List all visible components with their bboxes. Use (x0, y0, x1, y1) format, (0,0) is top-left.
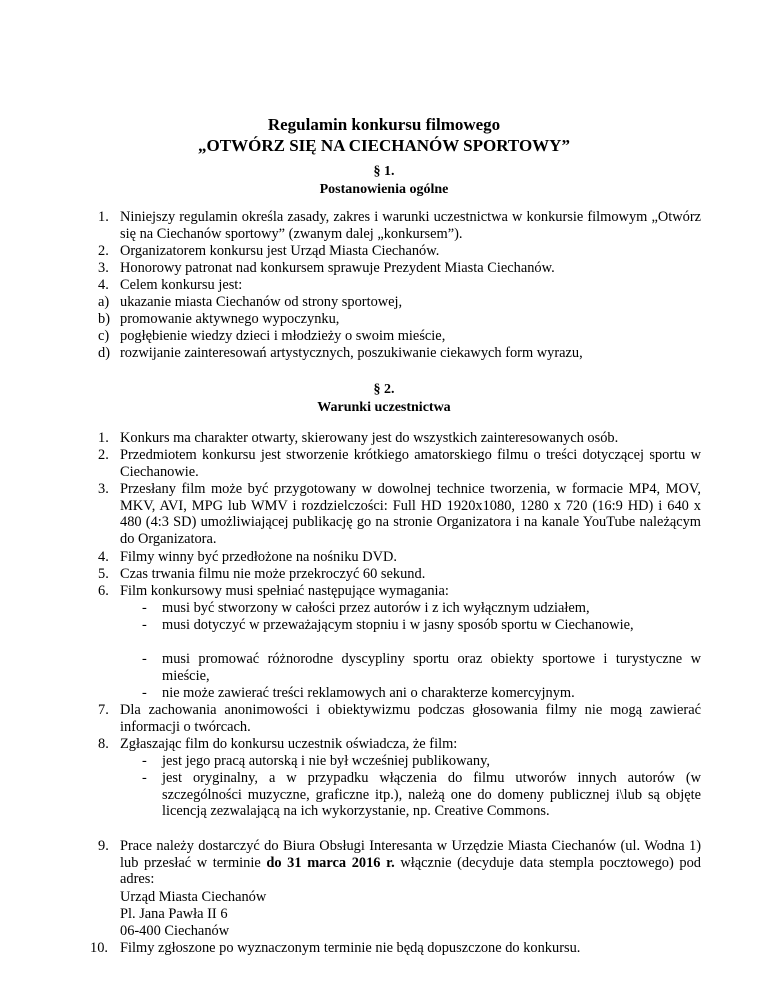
item-text: Filmy zgłoszone po wyznaczonym terminie nie będą dopuszczone do konkursu. (120, 940, 581, 956)
requirement-item (142, 651, 701, 685)
item-text: Konkurs ma charakter otwarty, skierowany jest do wszystkich zainteresowanych osób. (120, 430, 619, 446)
dash-bullet: - (142, 600, 147, 616)
contest-name: „OTWÓRZ SIĘ NA CIECHANÓW SPORTOWY” (198, 136, 570, 155)
section-2-number: § 2. (373, 382, 395, 397)
item-marker: 5. (98, 566, 109, 582)
dash-bullet: - (142, 685, 147, 701)
item-text: Organizatorem konkursu jest Urząd Miasta Ciechanów. (120, 243, 440, 259)
list-item (98, 736, 701, 753)
list-item (98, 260, 701, 277)
section-1-heading: Postanowienia ogólne (319, 182, 449, 197)
list-item (98, 311, 701, 328)
list-item (98, 566, 701, 583)
item-text: promowanie aktywnego wypoczynku, (120, 311, 340, 327)
section-1-number: § 1. (373, 164, 395, 179)
requirement-text: musi być stworzony w całości przez autorów i z ich wyłącznym udziałem, (162, 600, 590, 616)
item-text: Czas trwania filmu nie może przekroczyć 60 sekund. (120, 566, 426, 582)
section-2-heading: Warunki uczestnictwa (317, 400, 451, 415)
list-item (98, 447, 701, 481)
requirement-item (142, 685, 701, 702)
item-marker: 8. (98, 736, 109, 752)
item-text: Honorowy patronat nad konkursem sprawuje Prezydent Miasta Ciechanów. (120, 260, 555, 276)
item-text: ukazanie miasta Ciechanów od strony sportowej, (120, 294, 403, 310)
item-text: rozwijanie zainteresowań artystycznych, poszukiwanie ciekawych form wyrazu, (120, 345, 583, 361)
item-marker: 1. (98, 209, 109, 225)
item-marker: a) (98, 294, 110, 310)
item-text: Przedmiotem konkursu jest stworzenie krótkiego amatorskiego filmu o treści dotyczącej sportu w Ciechanowie. (120, 447, 701, 480)
declaration-item (142, 770, 701, 838)
item-text: Niniejszy regulamin określa zasady, zakres i warunki uczestnictwa w konkursie filmowym „Otwórz się na Ciechanów sportowy” (zwanym dalej „konkursem”). (120, 209, 701, 242)
item-text: Przesłany film może być przygotowany w dowolnej technice tworzenia, w formacie MP4, MOV, MKV, AVI, MPG lub WMV i rozdzielczości: Full HD 1920x1080, 1280 x 720 (16:9 HD) i 640 x 480 (4:3 SD) umożliwiającej publikację go na stronie Organizatora i na kanale YouTube należącym do Organizatora. (120, 481, 701, 547)
item-marker: 10. (90, 940, 108, 956)
item-marker: 1. (98, 430, 109, 446)
item-marker: c) (98, 328, 110, 344)
item-marker: 2. (98, 447, 109, 463)
requirement-item (142, 600, 701, 617)
document-title: Regulamin konkursu filmowego (267, 115, 501, 134)
address-line: Pl. Jana Pawła II 6 (120, 906, 228, 922)
requirement-item (142, 617, 701, 651)
list-item (98, 583, 701, 600)
list-item (98, 328, 701, 345)
item-text: Film konkursowy musi spełniać następujące wymagania: (120, 583, 449, 599)
address-line: 06-400 Ciechanów (120, 923, 230, 939)
list-item (98, 702, 701, 736)
item-marker: 7. (98, 702, 109, 718)
item-text: Dla zachowania anonimowości i obiektywizmu podczas głosowania filmy nie mogą zawierać informacji o twórcach. (120, 702, 701, 735)
item-text (120, 838, 701, 888)
list-item (98, 481, 701, 549)
declaration-item (142, 753, 701, 770)
list-item (98, 277, 701, 294)
list-item (98, 243, 701, 260)
list-item (98, 209, 701, 243)
item-marker: 3. (98, 260, 109, 276)
declaration-text: jest oryginalny, a w przypadku włączenia do filmu utworów innych autorów (w szczególności muzyczne, graficzne itp.), należą one do domeny publicznej i\lub są objęte licencją zezwalającą na ich wykorzystanie, np. Creative Commons. (162, 770, 701, 819)
item-marker: 4. (98, 277, 109, 293)
item-marker: 6. (98, 583, 109, 599)
dash-bullet: - (142, 617, 147, 633)
delivery-text-end: włącznie (decyduje data stempla pocztowego) pod adres: (120, 854, 701, 887)
list-item (90, 940, 701, 957)
list-item (98, 430, 701, 447)
item-marker: 2. (98, 243, 109, 259)
item-text: pogłębienie wiedzy dzieci i młodzieży o swoim mieście, (120, 328, 446, 344)
list-item (98, 345, 701, 362)
requirement-text: musi dotyczyć w przeważającym stopniu i w jasny sposób sportu w Ciechanowie, (162, 617, 634, 633)
list-item (98, 838, 701, 889)
item-marker: 9. (98, 838, 109, 854)
declaration-text: jest jego pracą autorską i nie był wcześniej publikowany, (162, 753, 490, 769)
delivery-text: Prace należy dostarczyć do Biura Obsługi Interesanta w Urzędzie Miasta Ciechanów (ul. Wodna 1) lub przesłać w terminie (120, 838, 701, 871)
item-text: Filmy winny być przedłożone na nośniku DVD. (120, 549, 397, 565)
item-marker: b) (98, 311, 110, 327)
list-item (98, 294, 701, 311)
requirement-text: nie może zawierać treści reklamowych ani o charakterze komercyjnym. (162, 685, 575, 701)
address-line: Urząd Miasta Ciechanów (120, 889, 267, 905)
item-marker: d) (98, 345, 110, 361)
requirement-text: musi promować różnorodne dyscypliny sportu oraz obiekty sportowe i turystyczne w mieście, (162, 651, 701, 684)
item-marker: 3. (98, 481, 109, 497)
list-item (98, 549, 701, 566)
item-marker: 4. (98, 549, 109, 565)
dash-bullet: - (142, 770, 147, 786)
deadline-date: do 31 marca 2016 r. (266, 854, 395, 871)
item-text: Celem konkursu jest: (120, 277, 243, 293)
dash-bullet: - (142, 651, 147, 667)
item-text: Zgłaszając film do konkursu uczestnik oświadcza, że film: (120, 736, 458, 752)
dash-bullet: - (142, 753, 147, 769)
